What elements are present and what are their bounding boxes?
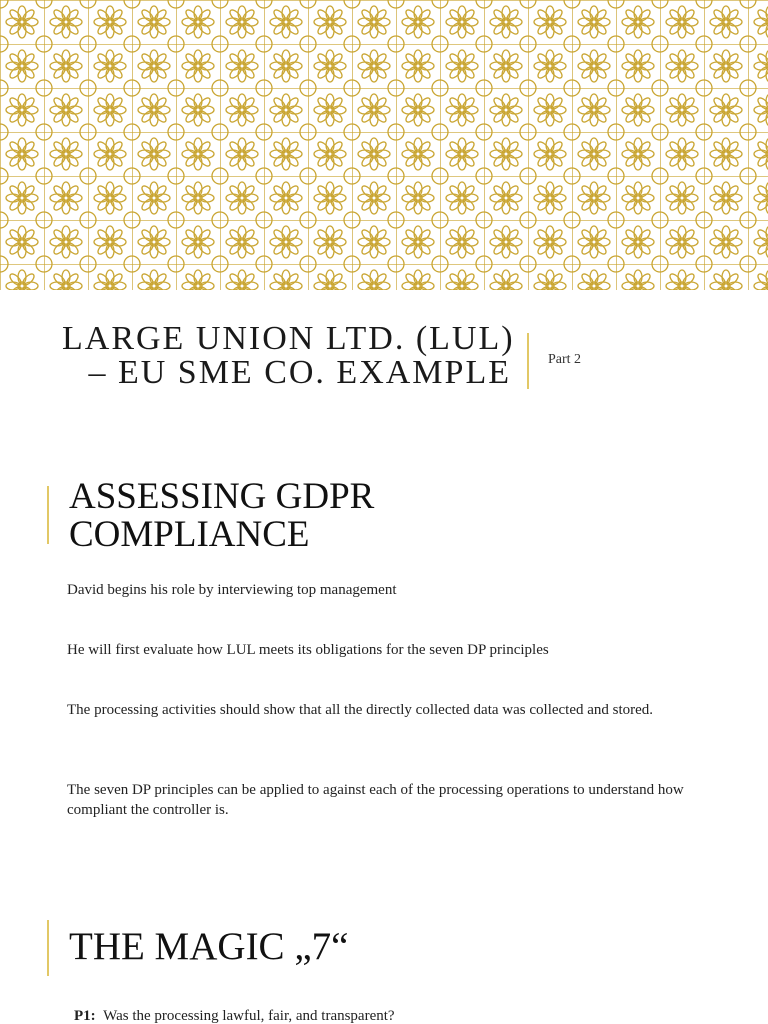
subtitle: Part 2	[548, 352, 582, 367]
section-heading: THE MAGIC „7“	[69, 925, 349, 968]
main-title-line2: – EU SME CO. EXAMPLE	[88, 354, 511, 391]
section-heading-line1: ASSESSING GDPR	[69, 476, 375, 517]
section-heading	[69, 478, 489, 554]
decorative-pattern-header	[0, 0, 768, 290]
main-title	[62, 322, 517, 390]
paragraph: The seven DP principles can be applied to against each of the processing operations to understand how compliant the controller is.	[67, 782, 684, 818]
paragraph: He will first evaluate how LUL meets its obligations for the seven DP principles	[67, 642, 549, 658]
main-title-line1: LARGE UNION LTD. (LUL)	[62, 320, 515, 357]
principle-label: P1:	[74, 1008, 96, 1024]
section-accent-bar	[47, 486, 49, 544]
title-slide	[0, 300, 768, 410]
title-divider	[527, 333, 529, 389]
principle-item	[74, 1006, 724, 1024]
section-accent-bar	[47, 920, 49, 976]
principle-text: Was the processing lawful, fair, and transparent?	[103, 1008, 395, 1024]
geometric-flower-pattern-icon	[0, 0, 768, 290]
paragraph: The processing activities should show that all the directly collected data was collected and stored.	[67, 702, 654, 718]
section-heading-line2: COMPLIANCE	[69, 514, 310, 555]
paragraph: David begins his role by interviewing top management	[67, 582, 397, 598]
